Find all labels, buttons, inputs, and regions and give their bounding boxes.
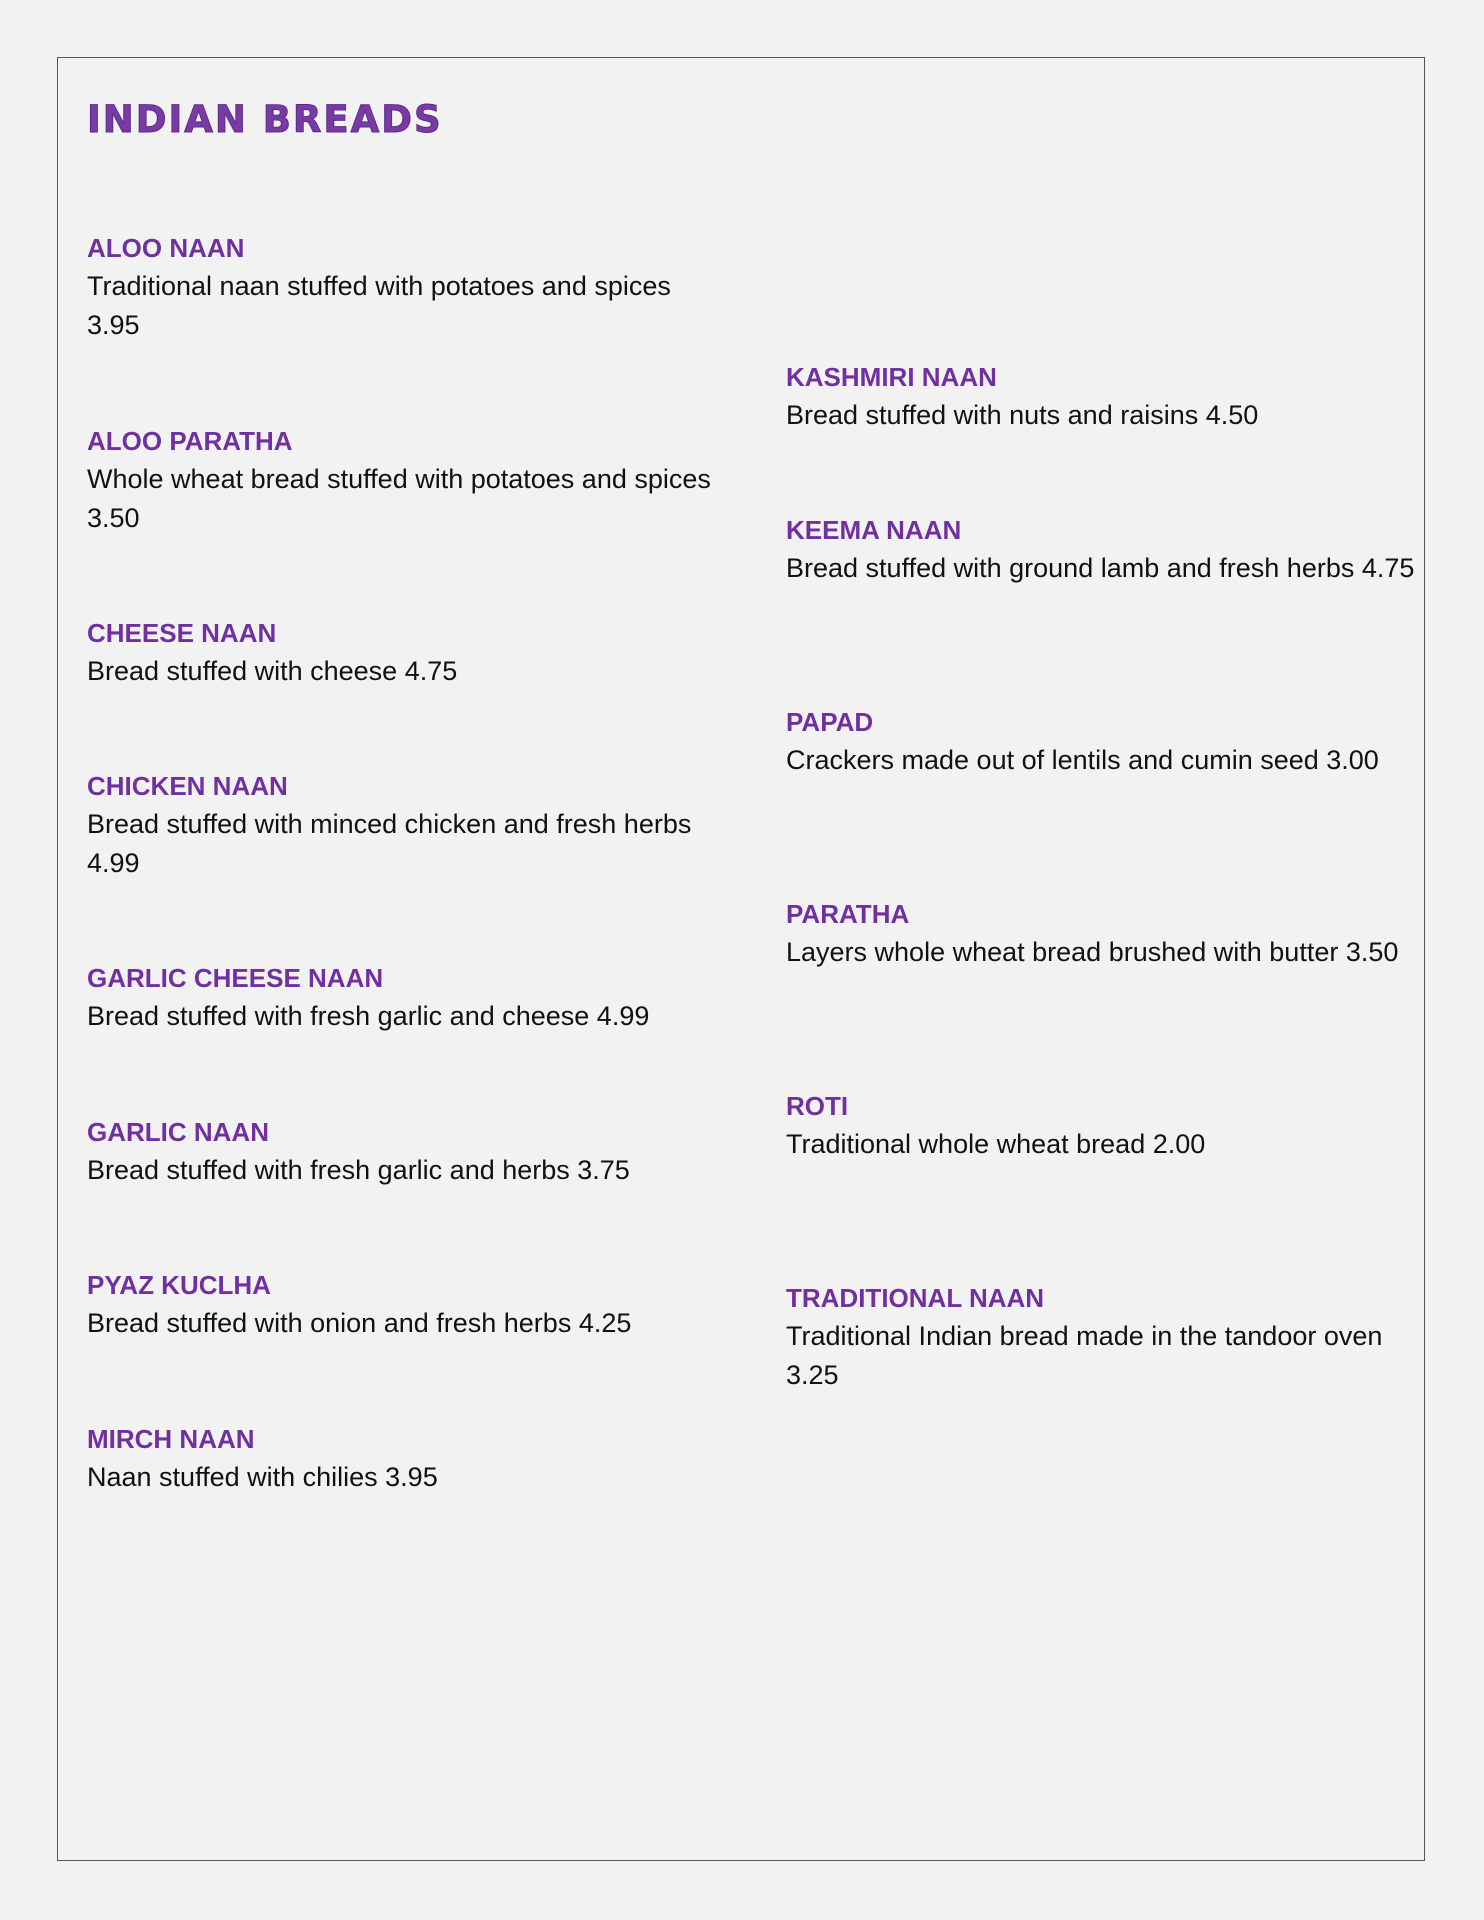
menu-item	[87, 229, 727, 345]
menu-item	[87, 422, 727, 538]
menu-item	[786, 703, 1426, 780]
menu-item-description: Bread stuffed with fresh garlic and herbs 3.75	[87, 1155, 630, 1185]
menu-item	[786, 895, 1426, 972]
menu-item-name: PAPAD	[786, 707, 874, 737]
menu-item-name: GARLIC NAAN	[87, 1117, 269, 1147]
menu-item-name: MIRCH NAAN	[87, 1424, 255, 1454]
menu-item	[786, 358, 1426, 435]
menu-item-name: PYAZ KUCLHA	[87, 1270, 271, 1300]
menu-item	[87, 1420, 727, 1497]
menu-item-description: Bread stuffed with fresh garlic and cheese 4.99	[87, 1001, 650, 1031]
menu-item-name: KEEMA NAAN	[786, 515, 962, 545]
menu-item-description: Bread stuffed with ground lamb and fresh herbs 4.75	[786, 553, 1415, 583]
menu-item-description: Crackers made out of lentils and cumin seed 3.00	[786, 745, 1379, 775]
menu-item	[87, 959, 727, 1036]
menu-item-name: PARATHA	[786, 899, 910, 929]
menu-item-description: Bread stuffed with nuts and raisins 4.50	[786, 400, 1259, 430]
menu-item-description: Naan stuffed with chilies 3.95	[87, 1462, 438, 1492]
menu-item-name: CHEESE NAAN	[87, 618, 277, 648]
menu-item	[786, 511, 1426, 588]
menu-item-name: ROTI	[786, 1091, 849, 1121]
menu-title: INDIAN BREADS	[87, 98, 443, 141]
menu-item	[87, 767, 727, 883]
menu-item-name: KASHMIRI NAAN	[786, 362, 997, 392]
menu-item-name: ALOO NAAN	[87, 233, 245, 263]
menu-item-name: CHICKEN NAAN	[87, 771, 288, 801]
menu-item	[87, 614, 727, 691]
menu-item-name: GARLIC CHEESE NAAN	[87, 963, 384, 993]
menu-item-description: Layers whole wheat bread brushed with butter 3.50	[786, 937, 1399, 967]
menu-item	[786, 1279, 1426, 1395]
menu-item-description: Traditional naan stuffed with potatoes and spices 3.95	[87, 271, 671, 340]
menu-item-description: Bread stuffed with minced chicken and fresh herbs 4.99	[87, 809, 692, 878]
menu-item-description: Traditional whole wheat bread 2.00	[786, 1129, 1206, 1159]
menu-item-name: ALOO PARATHA	[87, 426, 293, 456]
menu-item	[786, 1087, 1426, 1164]
menu-item	[87, 1266, 727, 1343]
menu-item-description: Bread stuffed with cheese 4.75	[87, 656, 458, 686]
menu-item-description: Bread stuffed with onion and fresh herbs 4.25	[87, 1308, 632, 1338]
menu-item-name: TRADITIONAL NAAN	[786, 1283, 1045, 1313]
menu-item-description: Whole wheat bread stuffed with potatoes and spices 3.50	[87, 464, 711, 533]
menu-item	[87, 1113, 727, 1190]
menu-item-description: Traditional Indian bread made in the tandoor oven 3.25	[786, 1321, 1383, 1390]
